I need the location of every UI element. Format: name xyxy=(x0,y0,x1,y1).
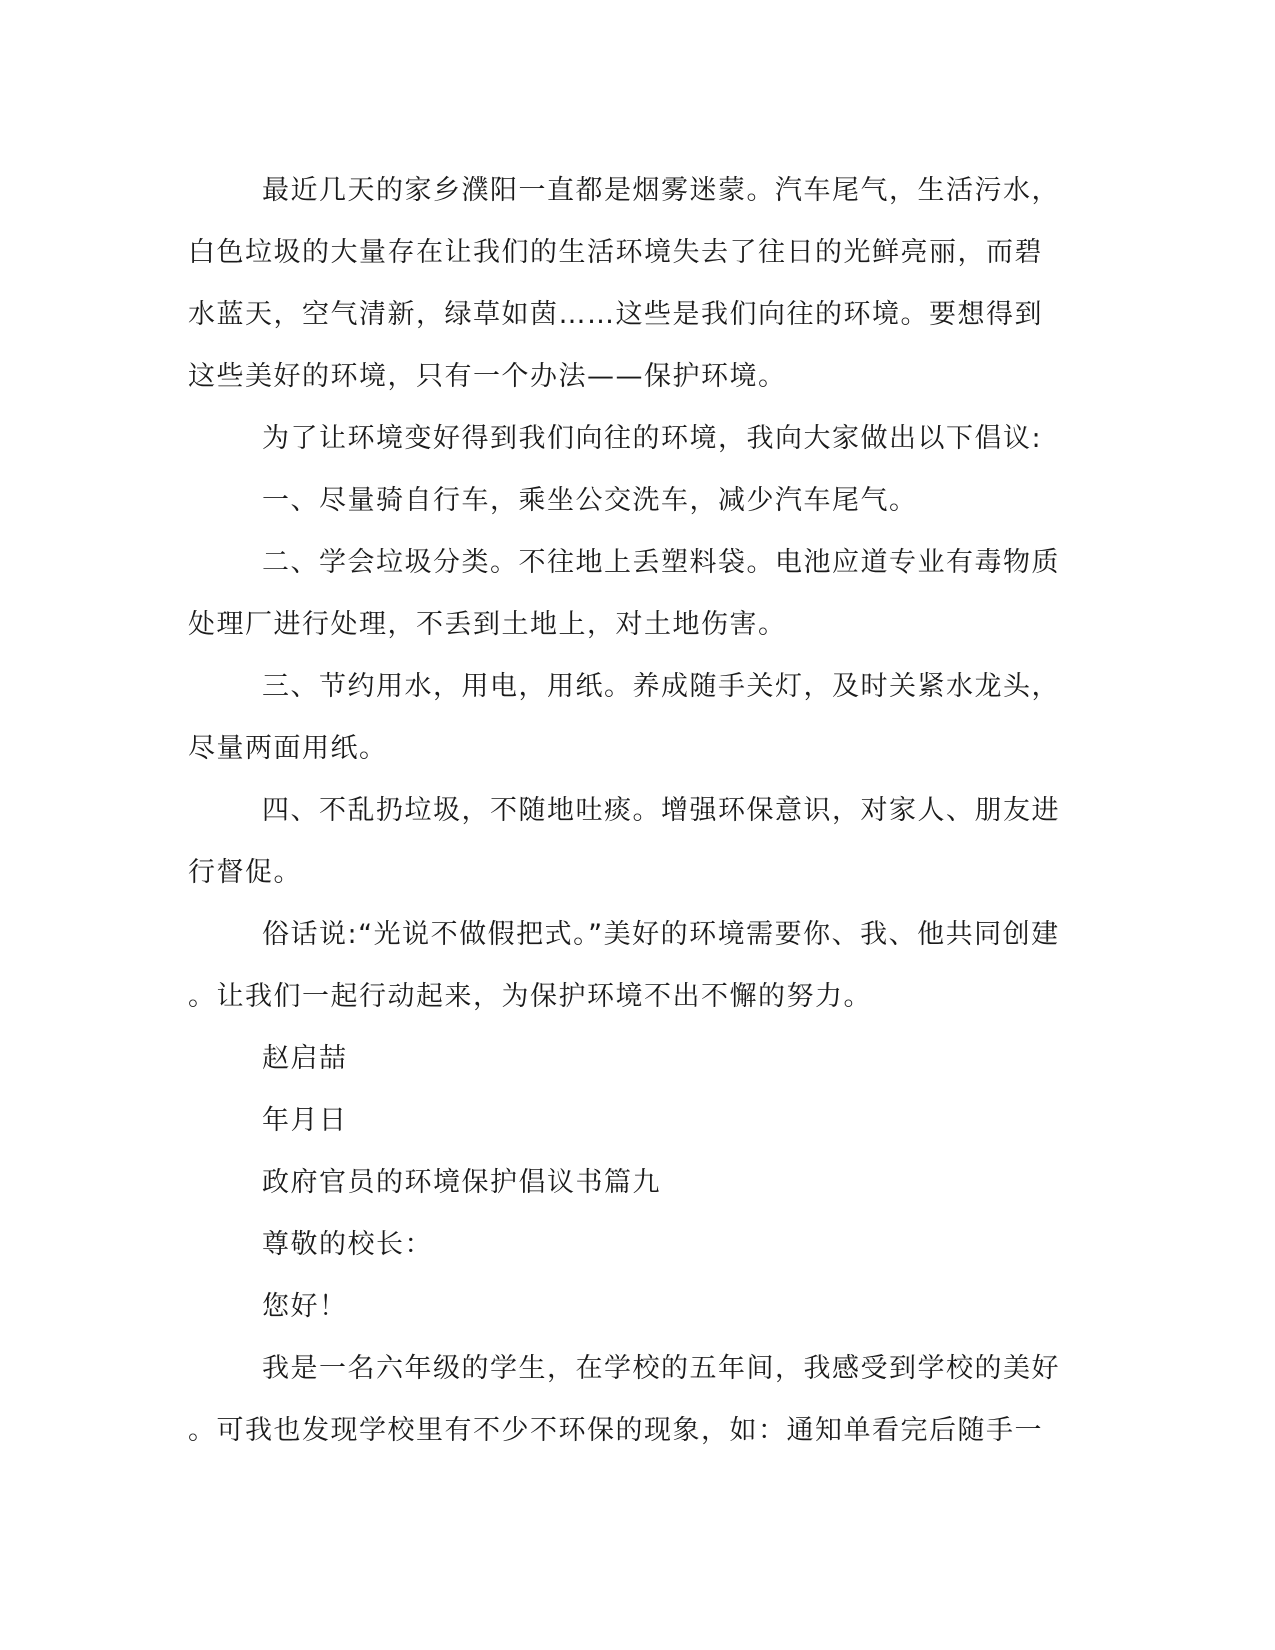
proposal-item-4: 四、不乱扔垃圾，不随地吐痰。增强环保意识，对家人、朋友进 xyxy=(262,795,1060,826)
salutation: 尊敬的校长： xyxy=(262,1229,433,1260)
paragraph-line: 这些美好的环境，只有一个办法——保护环境。 xyxy=(188,361,787,392)
paragraph-line: 。让我们一起行动起来，为保护环境不出不懈的努力。 xyxy=(188,981,872,1012)
greeting: 您好！ xyxy=(262,1291,348,1322)
document-body xyxy=(188,160,1068,1462)
paragraph-line: 水蓝天，空气清新，绿草如茵……这些是我们向往的环境。要想得到 xyxy=(188,299,1043,330)
date-line: 年月日 xyxy=(262,1105,348,1136)
author-signature: 赵启喆 xyxy=(262,1043,348,1074)
paragraph-line: 我是一名六年级的学生，在学校的五年间，我感受到学校的美好 xyxy=(262,1353,1060,1384)
proposal-item-2-continued: 处理厂进行处理，不丢到土地上，对土地伤害。 xyxy=(188,609,787,640)
paragraph-line: 。可我也发现学校里有不少不环保的现象，如：通知单看完后随手一 xyxy=(188,1415,1043,1446)
proposal-item-4-continued: 行督促。 xyxy=(188,857,302,888)
section-heading: 政府官员的环境保护倡议书篇九 xyxy=(262,1167,661,1198)
proposal-item-3-continued: 尽量两面用纸。 xyxy=(188,733,388,764)
paragraph-line: 俗话说:“光说不做假把式。”美好的环境需要你、我、他共同创建 xyxy=(262,919,1060,950)
proposal-item-1: 一、尽量骑自行车，乘坐公交洗车，减少汽车尾气。 xyxy=(262,485,918,516)
paragraph-line: 为了让环境变好得到我们向往的环境，我向大家做出以下倡议: xyxy=(262,423,1043,454)
proposal-item-2: 二、学会垃圾分类。不往地上丢塑料袋。电池应道专业有毒物质 xyxy=(262,547,1060,578)
paragraph-line: 最近几天的家乡濮阳一直都是烟雾迷蒙。汽车尾气，生活污水， xyxy=(262,175,1060,206)
paragraph-line: 白色垃圾的大量存在让我们的生活环境失去了往日的光鲜亮丽，而碧 xyxy=(188,237,1043,268)
proposal-item-3: 三、节约用水，用电，用纸。养成随手关灯，及时关紧水龙头， xyxy=(262,671,1060,702)
